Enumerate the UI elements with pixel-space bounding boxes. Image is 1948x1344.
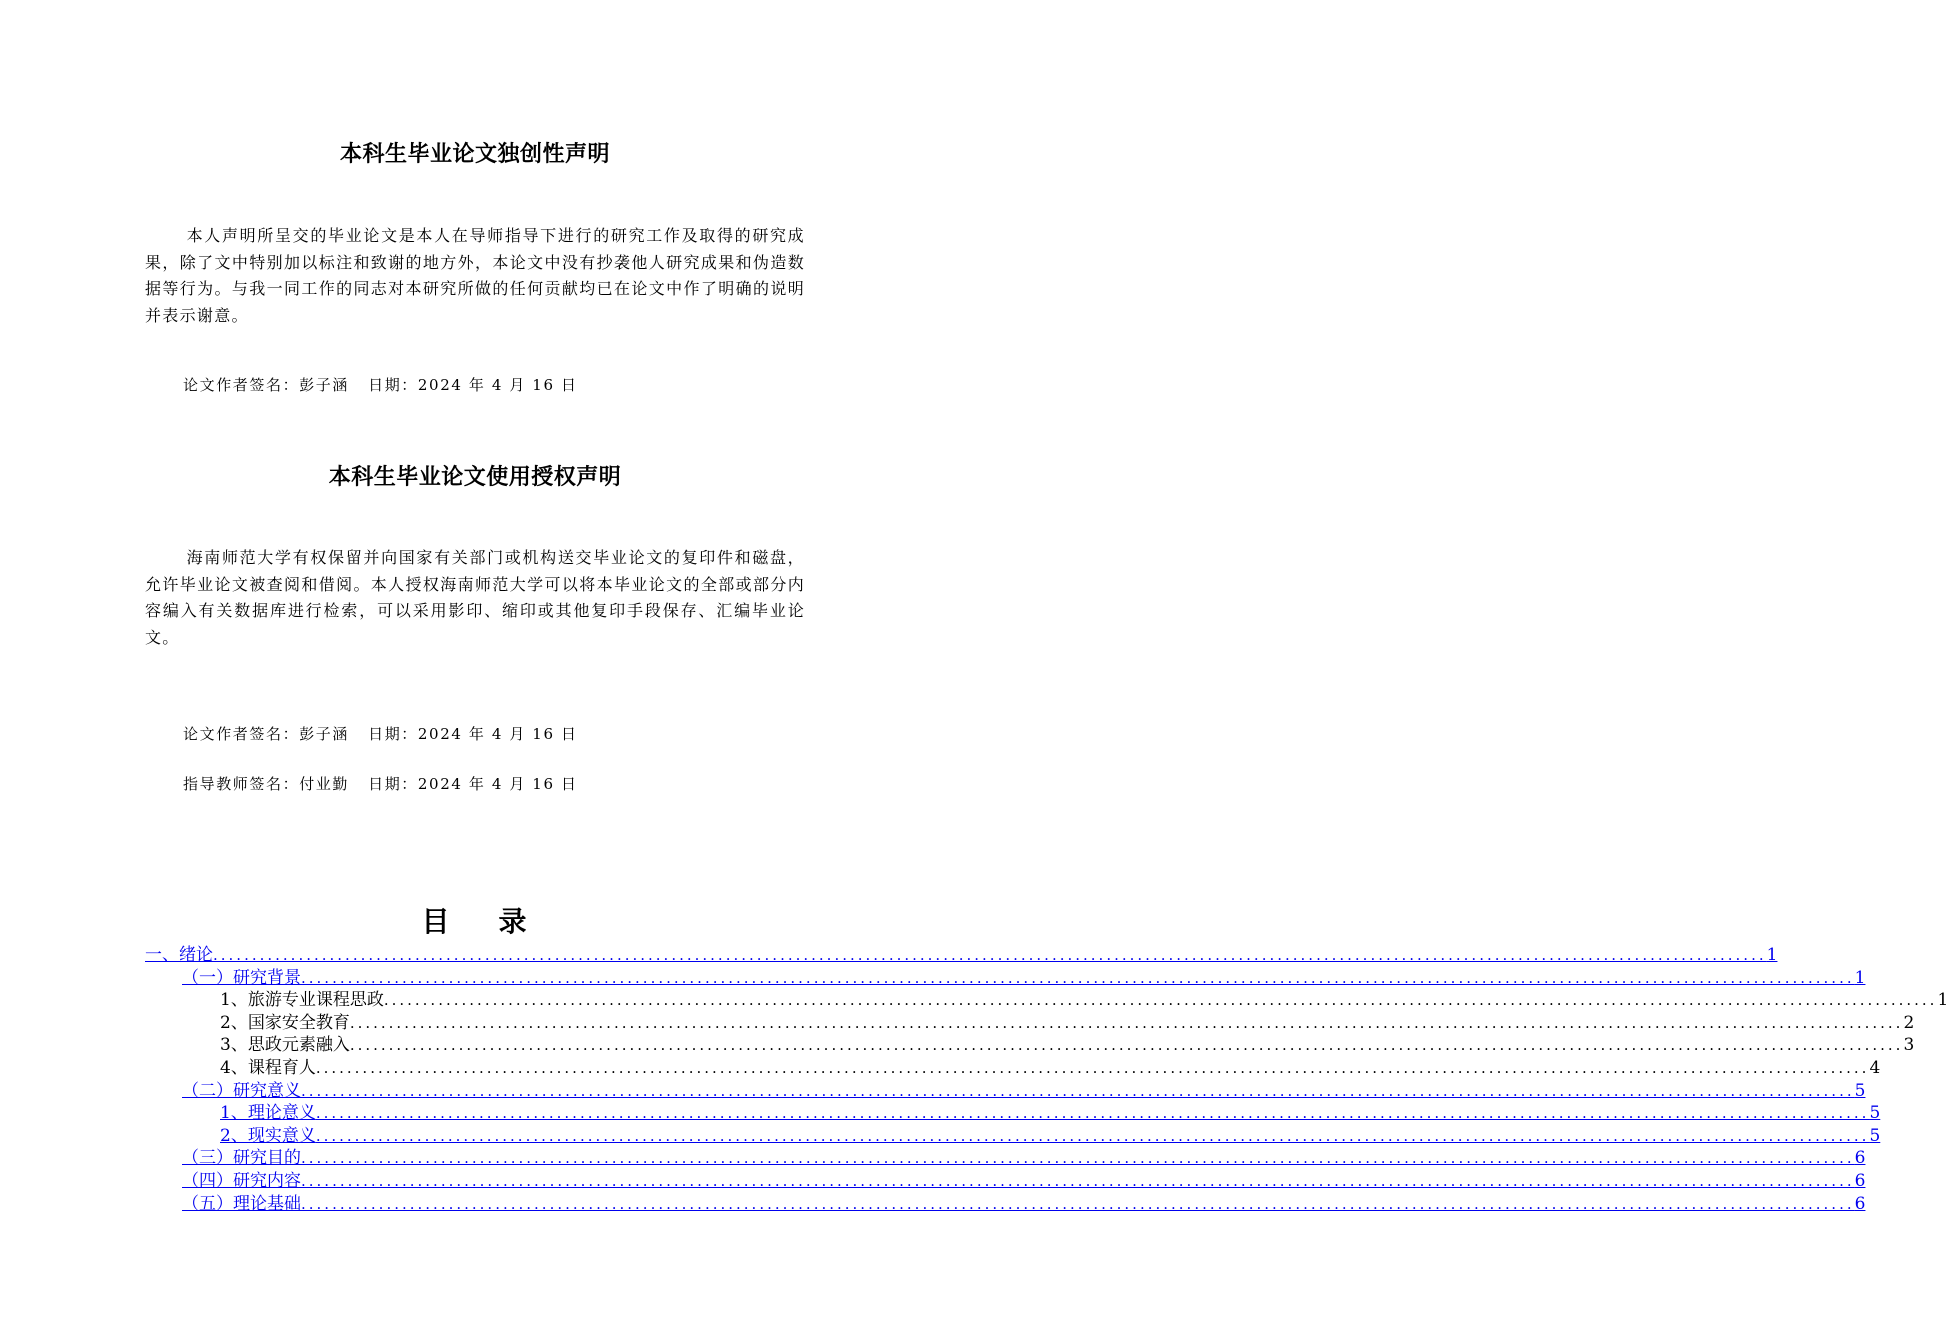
- toc-entry-page: 6: [1854, 1193, 1866, 1214]
- toc-entry-page: 5: [1854, 1080, 1866, 1101]
- toc-entry[interactable]: [145, 1170, 1866, 1193]
- toc-entry[interactable]: [145, 944, 1778, 967]
- toc-entry[interactable]: [145, 1102, 1881, 1125]
- toc-entry-page: 3: [1903, 1035, 1915, 1056]
- toc-entry-page: 2: [1903, 1012, 1915, 1033]
- toc-entry-page: 1: [1854, 967, 1866, 988]
- toc-leader-dots: ........................................................................................................................................................................................................: [349, 1013, 1904, 1032]
- toc-entry-page: 5: [1869, 1103, 1881, 1124]
- toc-entry-page: 5: [1869, 1125, 1881, 1146]
- toc-entry-label: 4、课程育人: [220, 1057, 316, 1078]
- authorization-title: 本科生毕业论文使用授权声明: [328, 465, 622, 490]
- originality-body: 本人声明所呈交的毕业论文是本人在导师指导下进行的研究工作及取得的研究成果，除了文中特别加以标注和致谢的地方外，本论文中没有抄袭他人研究成果和伪造数据等行为。与我一同工作的同志对本研究所做的任何贡献均已在论文中作了明确的说明并表示谢意。: [145, 226, 805, 325]
- toc-leader-dots: ........................................................................................................................................................................................................: [301, 1149, 1855, 1168]
- toc-entry-page: 6: [1854, 1170, 1866, 1191]
- originality-title: 本科生毕业论文独创性声明: [339, 142, 610, 167]
- toc-entry-label: 1、理论意义: [220, 1103, 316, 1124]
- toc-entry-page: 4: [1869, 1057, 1881, 1078]
- toc-leader-dots: ........................................................................................................................................................................................................: [315, 1104, 1870, 1123]
- toc-entry[interactable]: [145, 1125, 1881, 1148]
- toc-entry-label: （五）理论基础: [182, 1193, 301, 1214]
- authorization-body: 海南师范大学有权保留并向国家有关部门或机构送交毕业论文的复印件和磁盘，允许毕业论文被查阅和借阅。本人授权海南师范大学可以将本毕业论文的全部或部分内容编入有关数据库进行检索，可以采用影印、缩印或其他复印手段保存、汇编毕业论文。: [145, 548, 805, 647]
- toc-leader-dots: ........................................................................................................................................................................................................: [213, 946, 1767, 964]
- toc-entry-page: 1: [1937, 990, 1948, 1011]
- toc-leader-dots: ........................................................................................................................................................................................................: [349, 1036, 1904, 1055]
- toc-leader-dots: ........................................................................................................................................................................................................: [301, 1081, 1855, 1100]
- toc-entry-label: （二）研究意义: [182, 1080, 301, 1101]
- table-of-contents: [145, 944, 1948, 1215]
- toc-leader-dots: ........................................................................................................................................................................................................: [315, 1058, 1870, 1077]
- toc-leader-dots: ........................................................................................................................................................................................................: [383, 991, 1938, 1010]
- toc-entry[interactable]: [145, 1147, 1866, 1170]
- toc-title: 目 录: [421, 905, 529, 938]
- toc-entry-label: （三）研究目的: [182, 1148, 301, 1169]
- toc-entry-label: 2、国家安全教育: [220, 1012, 350, 1033]
- toc-entry: [145, 989, 1948, 1012]
- toc-entry: [145, 1012, 1915, 1035]
- toc-entry-label: 2、现实意义: [220, 1125, 316, 1146]
- toc-entry[interactable]: [145, 1193, 1866, 1216]
- toc-entry-label: （四）研究内容: [182, 1170, 301, 1191]
- toc-entry: [145, 1057, 1881, 1080]
- toc-entry-label: （一）研究背景: [182, 967, 301, 988]
- toc-entry-page: 1: [1766, 945, 1778, 965]
- toc-entry-label: 3、思政元素融入: [220, 1035, 350, 1056]
- originality-author-signature: 论文作者签名：彭子涵 日期：2024 年 4 月 16 日: [183, 376, 578, 394]
- toc-entry-label: 一、绪论: [145, 945, 213, 965]
- authorization-advisor-signature: 指导教师签名：付业勤 日期：2024 年 4 月 16 日: [183, 775, 578, 793]
- toc-entry[interactable]: [145, 1080, 1866, 1103]
- toc-entry-page: 6: [1854, 1148, 1866, 1169]
- toc-leader-dots: ........................................................................................................................................................................................................: [301, 1171, 1855, 1190]
- toc-entry-label: 1、旅游专业课程思政: [220, 990, 384, 1011]
- toc-leader-dots: ........................................................................................................................................................................................................: [301, 968, 1855, 987]
- toc-entry: [145, 1034, 1915, 1057]
- authorization-author-signature: 论文作者签名：彭子涵 日期：2024 年 4 月 16 日: [183, 725, 578, 743]
- toc-leader-dots: ........................................................................................................................................................................................................: [301, 1194, 1855, 1213]
- toc-leader-dots: ........................................................................................................................................................................................................: [315, 1126, 1870, 1145]
- toc-entry[interactable]: [145, 967, 1866, 990]
